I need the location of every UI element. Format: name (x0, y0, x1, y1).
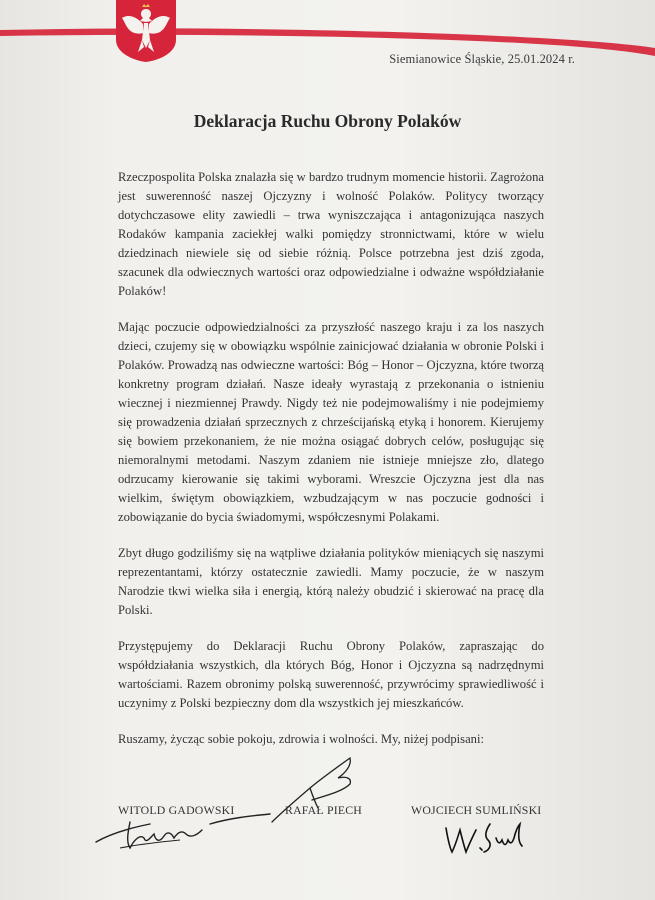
signature-piech (252, 752, 372, 827)
signature-sumlinski (440, 818, 530, 858)
signatory-name-3: WOJCIECH SUMLIŃSKI (411, 803, 542, 817)
paragraph-2: Mając poczucie odpowiedzialności za przyszłość naszego kraju i za los naszych dzieci, czujemy się w obowiązku wspólnie zainicjować działania w obronie Polski i Polaków. Prowadzą nas odwieczne wartości: Bóg – Honor – Ojczyzna, które tworzą konkretny program działań. Nasze ideały wyrastają z przekonania o istnieniu wiecznej i niezmiennej Prawdy. Nigdy też nie podejmowaliśmy i nie podejmiemy się prowadzenia działań sprzecznych z chrześcijańską etyką i honorem. Kierujemy się bowiem przekonaniem, że nie można osiągać dobrych celów, posługując się niemoralnymi metodami. Naszym zdaniem nie istnieje mniejsze zło, dlatego odrzucamy kierowanie się takimi wyborami. Wreszcie Ojczyzna jest dla nas wielkim, świętym obowiązkiem, wzbudzającym w nas poczucie godności i zobowiązanie do bycia świadomymi, współczesnymi Polakami. (118, 320, 544, 524)
paragraph-1: Rzeczpospolita Polska znalazła się w bardzo trudnym momencie historii. Zagrożona jest suwerenność naszej Ojczyzny i wolność Polaków. Politycy tworzący dotychczasowe elity zawiedli – trwa wyniszczająca i antagonizująca naszych Rodaków kampania zaciekłej walki pomiędzy stronnictwami, które w wielu dziedzinach niewiele się od siebie różnią. Polsce potrzebna jest dziś zgoda, szacunek dla odwiecznych wartości oraz odpowiedzialne i odważne współdziałanie Polaków! (118, 170, 544, 298)
signatory-name-1: WITOLD GADOWSKI (118, 803, 235, 817)
polish-eagle-emblem-icon (116, 0, 176, 62)
closing-line: Ruszamy, życząc sobie pokoju, zdrowia i wolności. My, niżej podpisani: (118, 732, 484, 746)
place-and-date: Siemianowice Śląskie, 25.01.2024 r. (389, 52, 575, 66)
paragraph-4: Przystępujemy do Deklaracji Ruchu Obrony Polaków, zapraszając do współdziałania wszystkich, dla których Bóg, Honor i Ojczyzna są nadrzędnymi wartościami. Razem obronimy polską suwerenność, przywrócimy sprawiedliwość i uczynimy z Polski bezpieczny dom dla wszystkich jej mieszkańców. (118, 639, 544, 710)
document-body (118, 168, 544, 766)
signatory-name-2: RAFAŁ PIECH (285, 803, 363, 817)
paragraph-3: Zbyt długo godziliśmy się na wątpliwe działania polityków mieniących się naszymi reprezentantami, którzy ostatecznie zawiedli. Mamy poczucie, że w naszym Narodzie tkwi wielka siła i energią, którą należy obudzić i skierować na pracę dla Polski. (118, 546, 544, 617)
document-title: Deklaracja Ruchu Obrony Polaków (193, 111, 462, 131)
